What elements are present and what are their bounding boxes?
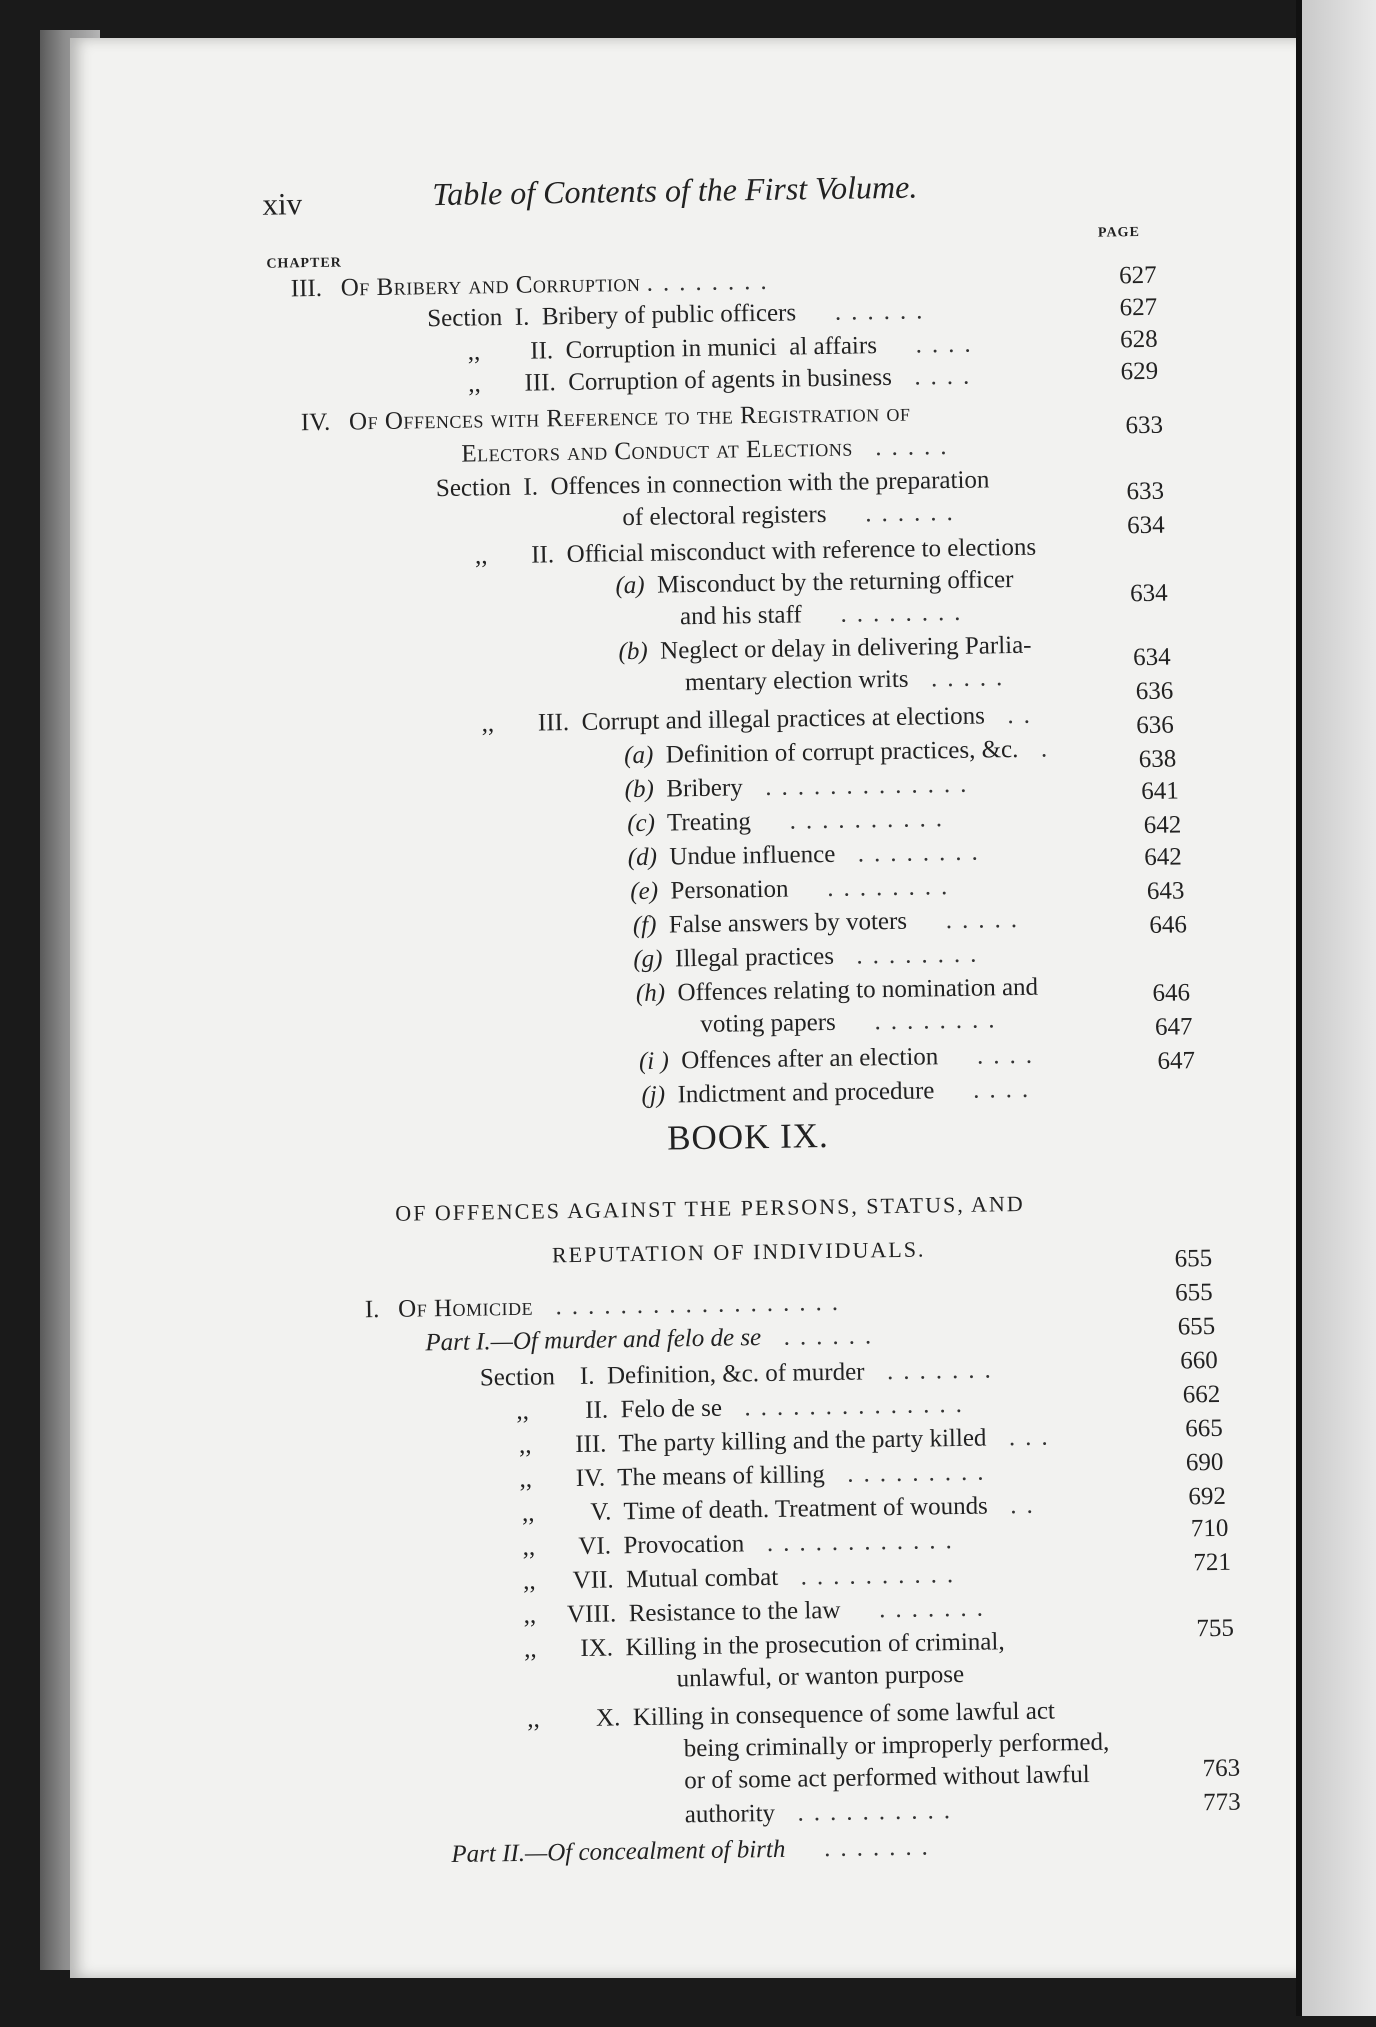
section-title: Resistance to the law	[628, 1596, 841, 1628]
subsection-title-line1: Misconduct by the returning officer	[656, 566, 1014, 599]
page-number: 634	[1132, 643, 1171, 672]
toc-chapter-iv-cont: Electors and Conduct at Elections .....	[461, 432, 957, 468]
ditto-mark: ,,	[467, 338, 481, 366]
page-number: 721	[1193, 1548, 1232, 1577]
page-number: 634	[1126, 511, 1165, 540]
ditto-mark: ,,	[516, 1397, 530, 1425]
section-title-line2: being criminally or improperly performed,	[683, 1728, 1110, 1763]
subsection-title: Treating	[666, 808, 752, 837]
section-title-line2: of electoral registers	[622, 500, 827, 532]
section-number: I.	[523, 473, 539, 501]
toc-section-cont: authority ..........	[684, 1797, 961, 1829]
toc-section: ,, III. The party killing and the party killed ...	[518, 1423, 1058, 1459]
toc-chapter-iii: III. Of Bribery and Corruption ........	[290, 267, 777, 303]
toc-section-cont	[684, 1760, 1090, 1796]
page-number: 628	[1119, 325, 1158, 354]
subsection-title: Bribery	[666, 774, 743, 803]
section-number: I.	[579, 1362, 595, 1390]
chapter-number: IV.	[300, 408, 331, 437]
ditto-mark: ,,	[523, 1601, 537, 1629]
subsection-label: (b)	[618, 637, 648, 666]
chapter-column-label: CHAPTER	[266, 255, 342, 272]
section-title: The means of killing	[617, 1461, 826, 1492]
toc-part-ii: Part II.—Of concealment of birth .......	[451, 1833, 939, 1869]
ditto-mark: ,,	[468, 370, 482, 398]
page-number: 643	[1146, 877, 1185, 905]
ditto-mark: ,,	[519, 1465, 533, 1493]
book-title: BOOK IX.	[666, 1115, 830, 1158]
ditto-mark: ,,	[521, 1499, 535, 1527]
subsection-label: (e)	[630, 877, 659, 906]
toc-part-i: Part I.—Of murder and felo de se ......	[425, 1322, 882, 1357]
page-number: 627	[1118, 261, 1157, 290]
book-subtitle-line1: OF OFFENCES AGAINST THE PERSONS, STATUS, AND	[395, 1190, 1025, 1226]
page-number: 763	[1202, 1754, 1241, 1783]
subsection-title: Personation	[670, 875, 789, 905]
section-title-line4: authority	[684, 1799, 776, 1829]
section-number: II.	[584, 1396, 609, 1424]
toc-section: ,, III. Corruption of agents in business ....	[468, 362, 980, 398]
page-number: 646	[1149, 911, 1188, 939]
toc-section: ,, V. Time of death. Treatment of wounds ..	[521, 1491, 1044, 1527]
page-number: 641	[1141, 777, 1179, 806]
page-number: 660	[1180, 1346, 1218, 1375]
toc-subsection: (g) Illegal practices ........	[633, 940, 987, 974]
toc-chapter-iv	[301, 399, 911, 439]
section-number: V.	[590, 1498, 612, 1526]
section-number: I.	[514, 303, 530, 331]
chapter-number: III.	[290, 274, 323, 303]
toc-section: ,, IV. The means of killing .........	[519, 1458, 994, 1493]
toc-chapter-i: I. Of Homicide ..................	[364, 1288, 849, 1324]
toc-section-cont	[676, 1660, 964, 1695]
toc-subsection: (f) False answers by voters .....	[632, 905, 1028, 940]
subsection-label: (g)	[633, 945, 663, 974]
toc-subsection: (b) Bribery .............	[624, 770, 977, 804]
ditto-mark: ,,	[522, 1533, 536, 1561]
section-title-line1: Offences in connection with the preparation	[550, 466, 990, 501]
page-number: 647	[1154, 1013, 1193, 1041]
section-number: III.	[537, 709, 570, 737]
part-title: Part II.—Of concealment of birth	[451, 1835, 786, 1869]
section-title: Time of death. Treatment of wounds	[623, 1492, 989, 1526]
section-number: IX.	[580, 1634, 614, 1662]
ditto-mark: ,,	[481, 710, 495, 738]
toc-subsection: (i ) Offences after an election ....	[638, 1041, 1043, 1075]
subsection-title-line1: Neglect or delay in delivering Parlia-	[659, 631, 1032, 665]
section-title: Provocation	[623, 1530, 745, 1560]
ditto-mark: ,,	[474, 542, 488, 570]
toc-section: ,, III. Corrupt and illegal practices at elections ..	[481, 701, 1041, 738]
subsection-label: (j)	[641, 1081, 666, 1109]
subsection-label: (c)	[627, 809, 656, 838]
chapter-number: I.	[364, 1296, 380, 1324]
toc-section	[524, 1627, 1005, 1665]
section-title-line1: Killing in the prosecution of criminal,	[625, 1628, 1005, 1662]
toc-section-cont	[684, 1728, 1110, 1765]
page-number: 642	[1143, 811, 1182, 840]
page-number: 627	[1119, 293, 1158, 322]
chapter-title: Of Bribery and Corruption	[340, 269, 641, 302]
toc-subsection-cont: mentary election writs .....	[684, 664, 1013, 697]
toc-subsection: (j) Indictment and procedure ....	[641, 1075, 1039, 1109]
page-number: 633	[1126, 477, 1165, 506]
subsection-title-line2: voting papers	[700, 1008, 836, 1038]
section-title: Definition, &c. of murder	[606, 1358, 865, 1390]
section-number: VI.	[578, 1532, 612, 1560]
page-number: 642	[1144, 843, 1183, 872]
section-title: Corruption of agents in business	[568, 363, 893, 396]
section-prefix: Section	[435, 473, 512, 503]
subsection-title: False answers by voters	[668, 907, 908, 939]
section-prefix: Section	[479, 1363, 556, 1392]
page-number: 655	[1177, 1312, 1216, 1341]
toc-subsection	[618, 631, 1031, 667]
toc-section: ,, II. Corruption in munici al affairs ....	[467, 330, 981, 366]
toc-subsection: (a) Definition of corrupt practices, &c. .	[623, 735, 1058, 770]
page-number: 646	[1152, 979, 1191, 1007]
toc-subsection-cont: and his staff ........	[679, 598, 971, 631]
page-column-label: PAGE	[1097, 224, 1140, 241]
book-subtitle-line2: REPUTATION OF INDIVIDUALS.	[551, 1236, 926, 1268]
toc-subsection: (c) Treating ..........	[627, 805, 953, 838]
toc-section: ,, VI. Provocation ............	[522, 1526, 963, 1561]
subsection-label: (a)	[615, 571, 645, 600]
subsection-label: (b)	[624, 775, 655, 804]
section-title: Corrupt and illegal practices at elections	[581, 702, 986, 736]
section-title-line2: unlawful, or wanton purpose	[676, 1660, 965, 1693]
subsection-label: (h)	[635, 979, 666, 1008]
page-number: 633	[1125, 411, 1164, 440]
subsection-title: Definition of corrupt practices, &c.	[665, 735, 1019, 769]
section-title: Felo de se	[620, 1394, 723, 1424]
section-prefix: Section	[427, 304, 503, 333]
subsection-title-line1: Offences relating to nomination and	[677, 973, 1039, 1007]
chapter-title: Of Homicide	[397, 1293, 534, 1323]
section-title: Official misconduct with reference to elections	[566, 533, 1037, 569]
section-title: Corruption in munici al affairs	[565, 332, 878, 365]
page-number: 692	[1188, 1482, 1227, 1511]
toc-subsection: (d) Undue influence ........	[627, 838, 988, 872]
toc-section: ,, VIII. Resistance to the law .......	[523, 1594, 994, 1629]
section-number: X.	[595, 1704, 621, 1732]
page-number: 655	[1174, 1278, 1213, 1307]
toc-subsection-cont: voting papers ........	[700, 1006, 1005, 1038]
subsection-label: (i )	[638, 1047, 670, 1075]
subsection-label: (f)	[632, 911, 657, 940]
running-title: Table of Contents of the First Volume.	[432, 168, 918, 213]
page-number: 710	[1190, 1514, 1229, 1543]
section-number: VII.	[572, 1566, 614, 1595]
section-number: VIII.	[566, 1600, 617, 1629]
section-number: II.	[530, 337, 554, 365]
page-number: 636	[1136, 711, 1174, 740]
section-number: II.	[531, 541, 555, 569]
toc-section: Section I. Bribery of public officers ......	[427, 297, 933, 333]
subsection-title: Undue influence	[669, 840, 836, 871]
chapter-title-line1: Of Offences with Reference to the Registration of	[348, 399, 911, 436]
section-title: Mutual combat	[625, 1563, 779, 1594]
page-number: 655	[1174, 1244, 1213, 1273]
subsection-title: Indictment and procedure	[677, 1077, 935, 1109]
toc-subsection	[636, 973, 1039, 1009]
toc-section: Section I. Definition, &c. of murder .......	[479, 1356, 1001, 1392]
page-number: 690	[1185, 1448, 1224, 1477]
toc-section: ,, VII. Mutual combat ..........	[522, 1560, 964, 1595]
subsection-label: (d)	[627, 843, 658, 872]
subsection-label: (a)	[623, 741, 654, 770]
subsection-title-line2: and his staff	[679, 601, 802, 631]
page-number: 647	[1157, 1047, 1196, 1075]
page-number: 773	[1202, 1788, 1241, 1817]
section-number: III.	[524, 369, 556, 397]
page-number: 638	[1138, 745, 1177, 774]
chapter-title-line2: Electors and Conduct at Elections	[461, 434, 853, 468]
page-number: 665	[1185, 1414, 1224, 1443]
page-number: 629	[1120, 357, 1159, 386]
page-number: 636	[1135, 677, 1174, 706]
toc-section: ,, II. Felo de se ..............	[516, 1390, 973, 1425]
section-title: Bribery of public officers	[541, 299, 797, 331]
toc-subsection	[615, 565, 1013, 601]
toc-section-cont: of electoral registers ......	[622, 498, 963, 532]
section-number: III.	[575, 1430, 607, 1459]
ditto-mark: ,,	[518, 1431, 532, 1459]
section-title: The party killing and the party killed	[618, 1424, 987, 1458]
page-number: 662	[1182, 1380, 1221, 1409]
toc-subsection: (e) Personation ........	[630, 872, 958, 906]
section-title-line3: or of some act performed without lawful	[684, 1760, 1090, 1795]
section-number: IV.	[575, 1464, 606, 1493]
subsection-title-line2: mentary election writs	[684, 665, 909, 697]
page-numeral: xiv	[262, 186, 303, 222]
page-number: 634	[1129, 579, 1168, 608]
section-title-line1: Killing in consequence of some lawful act	[632, 1697, 1056, 1732]
subsection-title: Offences after an election	[681, 1043, 939, 1075]
ditto-mark: ,,	[522, 1567, 536, 1595]
ditto-mark: ,,	[523, 1635, 537, 1663]
page-number: 755	[1196, 1614, 1235, 1643]
part-title: Part I.—Of murder and felo de se	[425, 1324, 762, 1357]
subsection-title: Illegal practices	[674, 942, 835, 973]
ditto-mark: ,,	[527, 1705, 540, 1733]
